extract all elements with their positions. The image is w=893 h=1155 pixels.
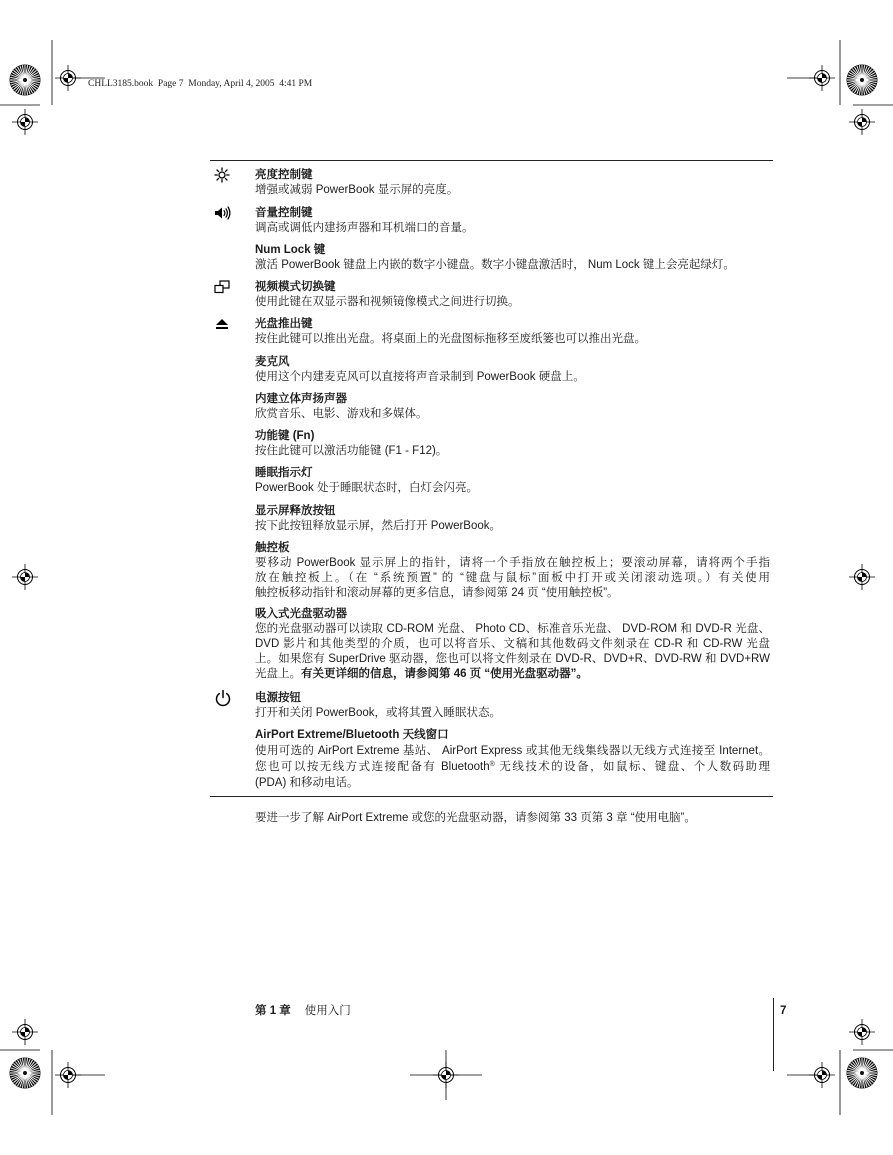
item-title: 功能键 (Fn) [255,430,315,442]
item-video-mode-key [255,280,775,310]
item-title: 音量控制键 [255,207,313,219]
registration-mark [12,1019,38,1045]
item-description-line: 触控板移动指针和滚动屏幕的更多信息，请参阅第 24 页 “使用触控板”。 [255,587,619,599]
cross-reference: 有关更详细的信息，请参阅第 46 页 “使用光盘驱动器”。 [301,668,588,680]
item-title: 视频模式切换键 [255,281,336,293]
bottom-rule [210,796,773,797]
registration-mark [12,564,38,590]
item-volume-keys [255,206,775,236]
top-rule [210,160,773,161]
item-title: 光盘推出键 [255,318,313,330]
item-description-line [255,759,770,775]
item-sleep-indicator [255,466,775,496]
registered-mark: ® [489,761,495,768]
item-title: Num Lock 键 [255,244,326,256]
starburst-mark [847,65,878,96]
item-description-line: 要移动 PowerBook 显示屏上的指针，请将一个手指放在触控板上；要滚动屏幕，请将两个手指 [255,557,770,569]
starburst-mark [10,65,41,96]
registration-mark [433,1062,459,1088]
item-slot-load-optical-drive [255,607,775,682]
item-description-line: 使用可选的 AirPort Extreme 基站、 AirPort Express 或其他无线集线器以无线方式连接至 Internet。 [255,745,770,757]
footer-chapter [255,1004,351,1019]
chapter-title: 使用入门 [304,1005,351,1017]
registration-mark [809,65,835,91]
starburst-mark [847,1058,878,1089]
item-display-release-button [255,504,775,534]
item-title: AirPort Extreme/Bluetooth 天线窗口 [255,729,449,741]
further-info-note: 要进一步了解 AirPort Extreme 或您的光盘驱动器，请参阅第 33 页第 3 章 “使用电脑”。 [255,812,696,824]
item-description-line: 激活 PowerBook 键盘上内嵌的数字小键盘。数字小键盘激活时， Num Lock 键上会亮起绿灯。 [255,259,735,271]
item-title: 内建立体声扬声器 [255,393,347,405]
chapter-number: 第 1 章 [255,1005,291,1017]
item-description-line: 上。如果您有 SuperDrive 驱动器，您也可以将文件刻录在 DVD-R、DVD+R、DVD-RW 和 DVD+RW [255,653,770,665]
item-title: 显示屏释放按钮 [255,505,336,517]
item-antenna-window [255,728,775,791]
item-brightness-keys [255,168,775,198]
page-number: 7 [780,1005,787,1017]
item-title: 电源按钮 [255,692,301,704]
item-description-line: 您的光盘驱动器可以读取 CD-ROM 光盘、 Photo CD、标准音乐光盘、 DVD-ROM 和 DVD-R 光盘、 [255,623,770,635]
item-power-button [255,691,775,721]
registration-mark [55,1062,81,1088]
item-title: 触控板 [255,542,290,554]
print-slug: CHLL3185.book Page 7 Monday, April 4, 2005 4:41 PM [88,79,313,89]
item-title: 吸入式光盘驱动器 [255,608,347,620]
item-title: 亮度控制键 [255,169,313,181]
item-description-line: 欣赏音乐、电影、游戏和多媒体。 [255,408,428,420]
registration-mark [55,65,81,91]
starburst-mark [10,1058,41,1089]
eject-icon [214,317,232,335]
item-num-lock-key [255,243,775,273]
item-description-line: 使用此键在双显示器和视频镜像模式之间进行切换。 [255,296,520,308]
video-mirroring-icon [214,279,232,297]
item-description-text: 无线技术的设备，如鼠标、键盘、个人数码助理 [494,761,770,773]
registration-mark [849,109,875,135]
item-stereo-speakers [255,392,775,422]
item-description-line [255,667,775,682]
page-number-divider [773,998,774,1071]
power-icon [214,689,232,707]
item-description-line: (PDA) 和移动电话。 [255,777,359,789]
brightness-icon [214,167,232,185]
item-microphone [255,355,775,385]
item-description-line: 调高或调低内建扬声器和耳机端口的音量。 [255,222,474,234]
item-media-eject-key [255,317,775,347]
registration-mark [809,1062,835,1088]
item-description-line: 按下此按钮释放显示屏，然后打开 PowerBook。 [255,520,502,532]
item-description-line: PowerBook 处于睡眠状态时，白灯会闪亮。 [255,482,479,494]
item-description-text: 您也可以按无线方式连接配备有 Bluetooth [255,761,490,773]
item-description-line: 增强或减弱 PowerBook 显示屏的亮度。 [255,184,459,196]
item-description-line: 使用这个内建麦克风可以直接将声音录制到 PowerBook 硬盘上。 [255,371,585,383]
item-description-line: 打开和关闭 PowerBook，或将其置入睡眠状态。 [255,707,502,719]
item-function-key [255,429,775,459]
item-description-line: DVD 影片和其他类型的介质，也可以将音乐、文稿和其他数码文件刻录在 CD-R 和 CD-RW 光盘 [255,638,770,650]
item-trackpad [255,541,775,601]
registration-mark [12,109,38,135]
item-description-line: 按住此键可以推出光盘。将桌面上的光盘图标拖移至废纸篓也可以推出光盘。 [255,333,646,345]
registration-mark [849,1019,875,1045]
volume-icon [214,205,232,223]
registration-mark [849,564,875,590]
item-description-text: 光盘上。 [255,668,301,680]
item-title: 麦克风 [255,356,290,368]
item-description-line: 按住此键可以激活功能键 (F1 - F12)。 [255,445,448,457]
item-title: 睡眠指示灯 [255,467,313,479]
item-description-line: 放在触控板上。（在 “系统预置” 的 “键盘与鼠标”面板中打开或关闭滚动选项。）有关使用 [255,572,770,584]
